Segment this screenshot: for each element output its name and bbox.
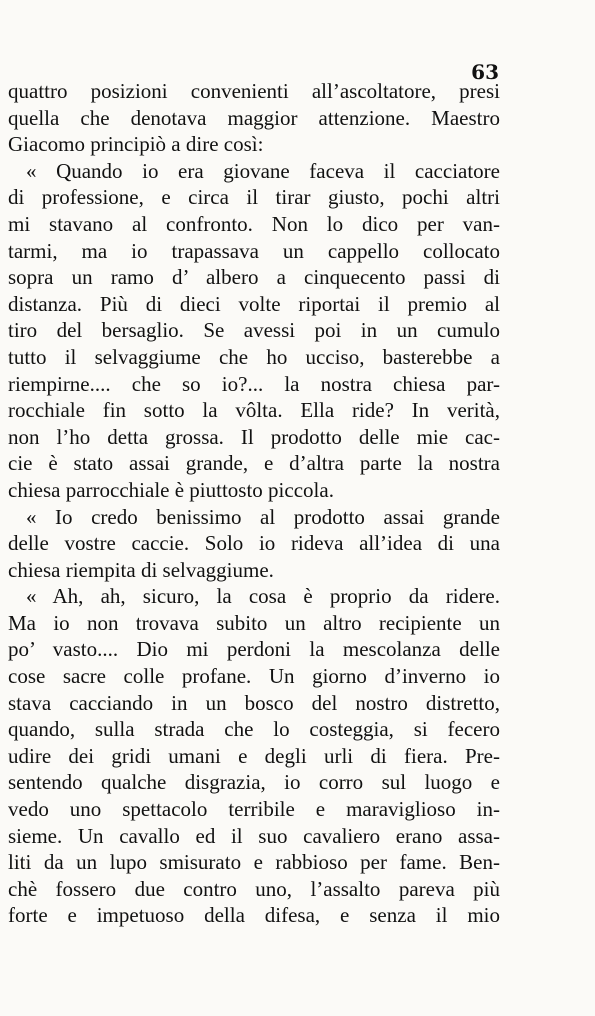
text-line: chè fossero due contro uno, l’assalto pareva più — [8, 876, 500, 901]
text-line: cose sacre colle profane. Un giorno d’inverno io — [8, 664, 500, 689]
text-line: sopra un ramo d’ albero a cinquecento passi di — [8, 265, 500, 290]
text-line: liti da un lupo smisurato e rabbioso per fame. Ben- — [8, 850, 500, 875]
text-line: chiesa parrocchiale è piuttosto piccola. — [8, 477, 334, 502]
text-line: di professione, e circa il tirar giusto, pochi altri — [8, 185, 500, 210]
body-text — [8, 78, 500, 929]
text-line: cie è stato assai grande, e d’altra parte la nostra — [8, 451, 500, 476]
page-number: 63 — [471, 60, 499, 84]
text-line: distanza. Più di dieci volte riportai il premio al — [8, 291, 500, 316]
text-line: vedo uno spettacolo terribile e maraviglioso in- — [8, 797, 500, 822]
text-line: quella che denotava maggior attenzione. Maestro — [8, 105, 500, 130]
text-line: « Ah, ah, sicuro, la cosa è proprio da ridere. — [26, 584, 500, 609]
text-line: Ma io non trovava subito un altro recipiente un — [8, 610, 500, 635]
text-line: « Io credo benissimo al prodotto assai grande — [26, 504, 500, 529]
text-line: tutto il selvaggiume che ho ucciso, basterebbe a — [8, 344, 500, 369]
text-line: Giacomo principiò a dire così: — [8, 132, 264, 157]
text-line: quando, sulla strada che lo costeggia, si fecero — [8, 717, 500, 742]
text-line: udire dei gridi umani e degli urli di fiera. Pre- — [8, 743, 500, 768]
text-line: chiesa riempita di selvaggiume. — [8, 557, 274, 582]
text-line: riempirne.... che so io?... la nostra chiesa par- — [8, 371, 500, 396]
text-line: mi stavano al confronto. Non lo dico per van- — [8, 211, 500, 236]
text-line: quattro posizioni convenienti all’ascoltatore, presi — [8, 79, 500, 103]
text-line: tarmi, ma io trapassava un cappello collocato — [8, 238, 500, 263]
text-line: stava cacciando in un bosco del nostro distretto, — [8, 690, 500, 715]
text-line: sentendo qualche disgrazia, io corro sul luogo e — [8, 770, 500, 795]
text-line: non l’ho detta grossa. Il prodotto delle mie cac- — [8, 424, 500, 449]
text-line: tiro del bersaglio. Se avessi poi in un cumulo — [8, 318, 500, 343]
text-line: forte e impetuoso della difesa, e senza il mio — [8, 903, 500, 928]
text-line: delle vostre caccie. Solo io rideva all’idea di una — [8, 531, 500, 556]
text-line: rocchiale fin sotto la vôlta. Ella ride? In verità, — [8, 398, 500, 423]
text-line: sieme. Un cavallo ed il suo cavaliero erano assa- — [8, 823, 500, 848]
text-line: « Quando io era giovane faceva il cacciatore — [26, 158, 500, 183]
text-line: po’ vasto.... Dio mi perdoni la mescolanza delle — [8, 637, 500, 662]
